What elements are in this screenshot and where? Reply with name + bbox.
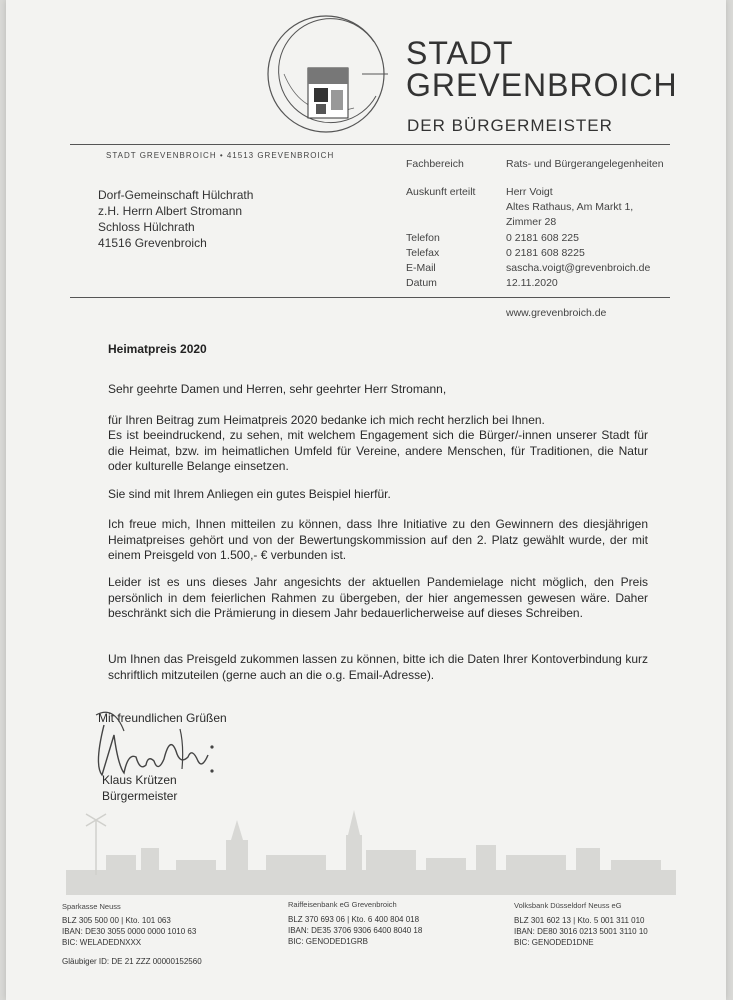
fachbereich-value: Rats- und Bürgerangelegenheiten [506, 158, 664, 170]
auskunft-value-1: Herr Voigt [506, 186, 553, 198]
email-value[interactable]: sascha.voigt@grevenbroich.de [506, 262, 651, 274]
recipient-line-2: z.H. Herrn Albert Stromann [98, 204, 243, 218]
paragraph-2: Sie sind mit Ihrem Anliegen ein gutes Beispiel hierfür. [108, 487, 391, 501]
recipient-line-4: 41516 Grevenbroich [98, 236, 207, 250]
recipient-line-3: Schloss Hülchrath [98, 220, 195, 234]
datum-value: 12.11.2020 [506, 277, 558, 289]
paragraph-3: Ich freue mich, Ihnen mitteilen zu können, dass Ihre Initiative zu den Gewinnern des diesjährigen Heimatpreises gehört und von der Bewertungskommission auf den 2. Platz gewählt wurde, der mit einem Preisgeld von 1.500,- € verbunden ist. [108, 517, 648, 562]
fachbereich-label: Fachbereich [406, 158, 464, 170]
paragraph-1b: Es ist beeindruckend, zu sehen, mit welchem Engagement sich die Bürger/-innen unserer Stadt für die Heimat, bzw. im heimatlichen Umfeld für Vereine, andere Menschen, für Traditionen, die Natur oder kulturelle Belange einsetzen. [108, 428, 648, 473]
bank-bic: BIC: WELADEDNXXX [62, 938, 142, 947]
brand-line-city: GREVENBROICH [406, 67, 678, 103]
paragraph-4: Leider ist es uns dieses Jahr angesichts der aktuellen Pandemielage nicht möglich, den Preis persönlich in dem feierlichen Rahmen zu übergeben, der hier angemessen gewesen wäre. Daher beschränkt sich die Prämierung in diesem Jahr bedauerlicherweise auf dieses Schreiben. [108, 575, 648, 620]
website-link[interactable]: www.grevenbroich.de [506, 307, 607, 319]
telefon-value: 0 2181 608 225 [506, 232, 579, 244]
brand-line-stadt: STADT [406, 35, 514, 71]
sender-line: STADT GREVENBROICH • 41513 GREVENBROICH [106, 151, 335, 160]
creditor-id: Gläubiger ID: DE 21 ZZZ 00000152560 [62, 957, 202, 966]
city-skyline-watermark [66, 800, 676, 895]
telefax-value: 0 2181 608 8225 [506, 247, 585, 259]
bank-volksbank [514, 900, 648, 948]
telefon-label: Telefon [406, 232, 440, 244]
salutation: Sehr geehrte Damen und Herren, sehr geehrter Herr Stromann, [108, 382, 447, 396]
auskunft-value-3: Zimmer 28 [506, 216, 557, 228]
signer-name: Klaus Krützen [102, 773, 177, 787]
paragraph-5: Um Ihnen das Preisgeld zukommen lassen zu können, bitte ich die Daten Ihrer Kontoverbindung kurz schriftlich mitzuteilen (gerne auch an die o.g. Email-Adresse). [108, 652, 648, 682]
bank-blz: BLZ 301 602 13 | Kto. 5 001 311 010 [514, 916, 645, 925]
city-coat-of-arms-logo [264, 12, 394, 140]
bank-name: Sparkasse Neuss [62, 902, 121, 911]
auskunft-label: Auskunft erteilt [406, 186, 476, 198]
paragraph-1a: für Ihren Beitrag zum Heimatpreis 2020 bedanke ich mich recht herzlich bei Ihnen. [108, 413, 545, 427]
bank-blz: BLZ 370 693 06 | Kto. 6 400 804 018 [288, 915, 420, 924]
letter-page [6, 0, 726, 1000]
closing: Mit freundlichen Grüßen [98, 711, 227, 725]
bank-iban: IBAN: DE30 3055 0000 0000 1010 63 [62, 927, 197, 936]
bank-iban: IBAN: DE35 3706 9306 6400 8040 18 [288, 926, 423, 935]
auskunft-value-2: Altes Rathaus, Am Markt 1, [506, 201, 634, 213]
brand-line-mayor: DER BÜRGERMEISTER [407, 116, 613, 135]
letter-subject: Heimatpreis 2020 [108, 342, 207, 356]
info-divider [70, 297, 670, 298]
bank-raiffeisenbank [288, 899, 422, 947]
email-label: E-Mail [406, 262, 436, 274]
bank-name: Volksbank Düsseldorf Neuss eG [514, 901, 622, 910]
telefax-label: Telefax [406, 247, 440, 259]
bank-name: Raiffeisenbank eG Grevenbroich [288, 900, 397, 909]
bank-bic: BIC: GENODED1GRB [288, 937, 369, 946]
recipient-line-1: Dorf-Gemeinschaft Hülchrath [98, 188, 254, 202]
header-divider [70, 144, 670, 145]
signer-title: Bürgermeister [102, 789, 178, 803]
datum-label: Datum [406, 277, 437, 289]
bank-blz: BLZ 305 500 00 | Kto. 101 063 [62, 916, 171, 925]
bank-iban: IBAN: DE80 3016 0213 5001 3110 10 [514, 927, 648, 936]
bank-bic: BIC: GENODED1DNE [514, 938, 594, 947]
bank-sparkasse [62, 901, 202, 967]
